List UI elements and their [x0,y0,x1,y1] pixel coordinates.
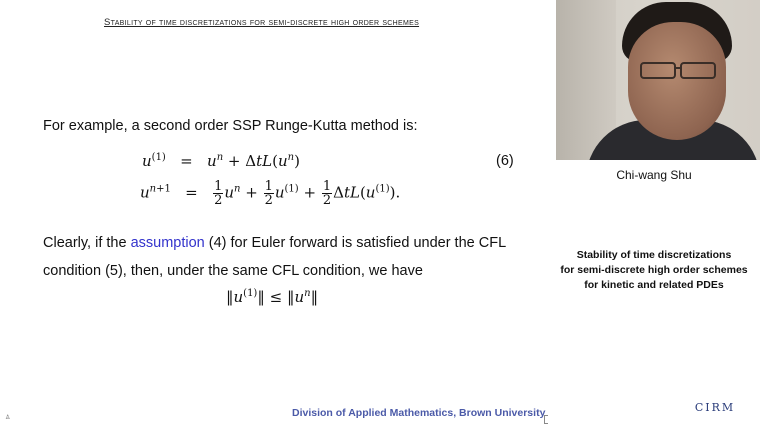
equation-line-1: $u^{(1)} = u^n + \Delta tL(u^n)$ [142,152,300,170]
cirm-logo [694,398,736,416]
paragraph-text-start: Clearly, if the [43,235,131,251]
speaker-video [556,0,760,160]
glasses-left-icon [640,62,676,79]
equation-number: (6) [496,153,514,169]
video-sidebar [548,0,760,427]
speaker-face [628,22,726,140]
intro-text: For example, a second order SSP Runge-Kutta method is: [43,118,418,134]
paragraph-text-end: (4) for Euler forward is satisfied under the CFL condition (5), then, under the same CFL condition, we have [43,235,506,279]
assumption-link[interactable]: assumption [130,235,205,251]
corner-marker-icon: ♙ [5,415,11,421]
condition-paragraph [43,229,533,285]
logo-text: CIRM [694,400,736,414]
equation-line-2: $u^{n+1}$ = $\frac{1}{2}$ $u^n$ + $\frac{1}{2}$ $u^{(1)}$ + $\frac{1}{2}$ $\Delta tL(u^{(1)})$. [140,179,401,208]
stability-inequality: $‖u^{(1)}‖$ ≤ $‖u^n‖$ [226,288,319,306]
speaker-name: Chi-wang Shu [616,168,692,182]
glasses-right-icon [680,62,716,79]
talk-title-line-3: for kinetic and related PDEs [584,279,724,291]
glasses-bridge [674,67,681,69]
slide-footer: Division of Applied Mathematics, Brown University [292,407,546,419]
slide-header: Stability of time discretizations for semi-discrete high order schemes [104,17,420,28]
talk-title [548,248,760,293]
talk-title-line-2: for semi-discrete high order schemes [560,264,748,276]
talk-title-line-1: Stability of time discretizations [576,249,732,261]
